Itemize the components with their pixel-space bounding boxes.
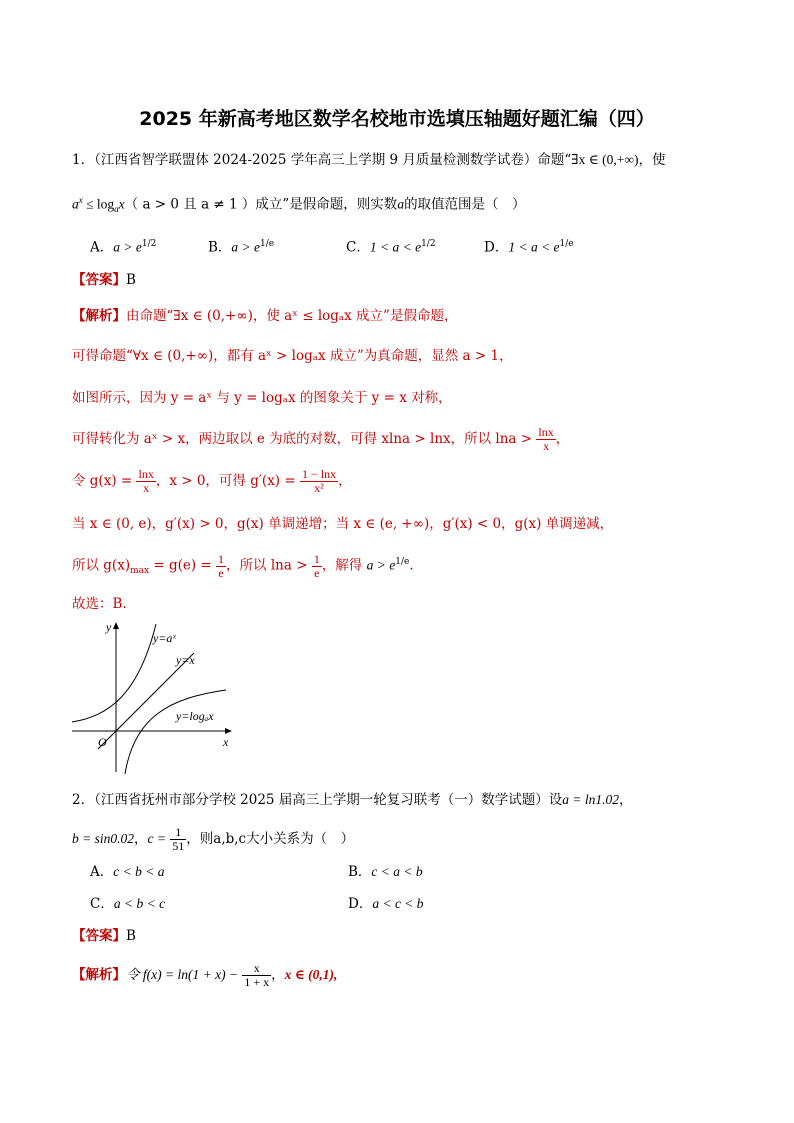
question-source: （江西省智学联盟体 2024-2025 学年高三上学期 9 月质量检测数学试卷）命题“ [94,152,572,168]
option-expr: 1 < a < e [369,239,422,255]
option-d [484,234,574,258]
analysis-line-5: 令 g(x) = $\frac{\ln x}{x}$ ，x > 0，可得 g′(x) = $\frac{1 - \ln x}{\text{x²}}$ ， [72,467,352,495]
fraction-lnx-over-x: $\frac{\ln x}{x}$ [138,467,154,495]
subscript: max [130,566,150,577]
answer-label: 【答案】 [72,928,126,944]
math-expr: x ∈ (0,1), [284,967,338,982]
analysis-text: 所以 g(x) [72,557,131,574]
option-expr: c < a < b [371,864,423,879]
question-1-stem-line1 [72,150,665,170]
option-expr: c < b < a [113,864,165,879]
option-a [90,234,156,258]
option-exponent: 1/e [260,239,275,249]
math-expr: a [397,196,405,212]
question-source: （江西省抚州市部分学校 2025 届高三上学期一轮复习联考（一）数学试题）设 [94,792,563,808]
answer-label: 【答案】 [72,272,126,288]
option-exponent: 1/e [559,239,574,249]
curve-label-identity: y=x [176,653,195,667]
option-expr: a < c < b [372,896,424,911]
option-expr: a > e [113,239,142,255]
analysis-text: ，x > 0，可得 g′(x) = [155,473,296,489]
curve-label-exponential: y=aˣ [153,631,176,645]
analysis-text: 令 g(x) = [72,473,133,489]
option-d [348,894,424,914]
conclusion-line: 故选：B. [72,596,127,612]
analysis-line-7: 所以 $g(x)_{max} = g(e)$ = $\frac{1}{e}$ ，所以 lna > $\frac{1}{e}$ ，解得 $a > e^{1/e}$. [72,551,414,580]
analysis-label: 【解析】 [72,967,126,983]
analysis-text: ，所以 lna > [226,557,308,574]
fraction-lnx-over-x: $\frac{\ln x}{x}$ [538,425,554,453]
y-axis-arrow [113,622,119,629]
analysis-line-4: 可得转化为 aˣ > x，两边取以 e 为底的对数，可得 xlna > lnx，所以 lna > $\frac{\ln x}{x}$ ， [72,425,570,453]
option-label: A． [90,864,114,880]
math-expr: a = ln1.02 [562,792,620,807]
stem-text: ，使 [638,152,666,168]
analysis-text: ，解得 [321,557,363,574]
fraction-1-over-e: $\frac{1}{e}$ [313,551,320,580]
analysis-line-6: 当 x ∈ (0, e)，g′(x) > 0，g(x) 单调递增；当 x ∈ (e, +∞)，g′(x) < 0，g(x) 单调递减， [72,516,614,532]
x-axis-label: x [223,735,229,749]
x-axis-arrow [225,728,232,734]
option-a [90,862,164,882]
option-label: A． [90,239,114,256]
question-1-stem-line2: $a^x \le \log_ax$（ a > 0 且 a ≠ 1 ）成立”是假命题，则实数a的取值范围是（ ） [72,195,526,215]
option-exponent: 1/2 [421,239,436,249]
analysis-line-q2: 【解析】令 f(x) = ln(1 + x) − $\frac{x}{1 + x}$ ，x ∈ (0,1), [72,961,338,989]
origin-label: O [98,735,107,749]
analysis-text: = g(e) = [149,557,212,574]
option-label: C． [346,239,370,256]
option-label: D． [484,239,509,256]
option-b [208,234,274,258]
option-expr: 1 < a < e [508,239,560,255]
curve-label-logarithm: y=logₐx [176,709,214,723]
analysis-text: 由命题“∃x ∈ (0,+∞)，使 aˣ ≤ logₐx 成立”是假命题， [126,308,458,324]
option-label: B． [208,239,232,256]
option-label: B． [348,864,372,880]
answer-value: B [126,272,136,288]
question-number: 1． [72,152,95,168]
stem-text: ，则a,b,c大小关系为（ ） [186,831,355,847]
math-expr: b = sin0.02 [72,831,134,846]
curve-logarithm [125,690,226,774]
proposition-expr: ∃x ∈ (0,+∞) [571,152,639,167]
option-expr: a < b < c [113,896,166,911]
option-expr: a > e [231,239,261,255]
option-label: C． [90,896,114,912]
math-expr: ≤ log [82,196,115,212]
analysis-line-2: 可得命题“∀x ∈ (0,+∞)，都有 aˣ > logₐx 成立”为真命题，显然 a > 1， [72,348,513,364]
math-expr: 令 f(x) = ln(1 + x) − [126,967,239,982]
option-exponent: 1/2 [141,239,157,249]
analysis-label: 【解析】 [72,308,126,324]
answer-line [72,270,136,290]
answer-line [72,926,136,946]
option-c [346,234,436,258]
solution-expr: a > e [366,557,396,573]
fraction-1-over-e: $\frac{1}{e}$ [218,551,225,580]
function-graph [68,618,238,776]
fraction-derivative: $\frac{1 - \ln x}{\text{x²}}$ [301,467,337,495]
question-2-stem-line1: 2．（江西省抚州市部分学校 2025 届高三上学期一轮复习联考（一）数学试题）设a = ln1.02， [72,792,633,808]
page-title: 2025 年新高考地区数学名校地市选填压轴题好题汇编（四） [139,108,655,130]
math-expr: a [72,196,79,212]
math-expr: c = [147,831,166,846]
curve-exponential [72,624,156,722]
question-2-stem-line2: b = sin0.02，c = $\frac{1}{51}$ ，则a,b,c大小关系为（ ） [72,825,355,853]
solution-exponent: 1/e [395,557,410,567]
y-axis-label: y [106,620,112,634]
analysis-line-1 [72,306,457,326]
analysis-line-3: 如图所示，因为 y = aˣ 与 y = logₐx 的图象关于 y = x 对称， [72,390,452,406]
stem-text: 的取值范围是（ ） [404,196,526,213]
option-label: D． [348,896,373,912]
fraction-1-over-51: $\frac{1}{51}$ [172,825,185,853]
option-b [348,862,423,882]
answer-value: B [126,928,136,944]
fraction-x-over-1-plus-x: $\frac{x}{1 + x}$ [244,961,270,989]
question-number: 2． [72,792,95,808]
math-expr: x [118,196,125,212]
option-c [90,894,165,914]
analysis-text: 可得转化为 aˣ > x，两边取以 e 为底的对数，可得 xlna > lnx，所以 lna > [72,431,533,447]
stem-text: （ a > 0 且 a ≠ 1 ）成立”是假命题，则实数 [124,196,398,213]
